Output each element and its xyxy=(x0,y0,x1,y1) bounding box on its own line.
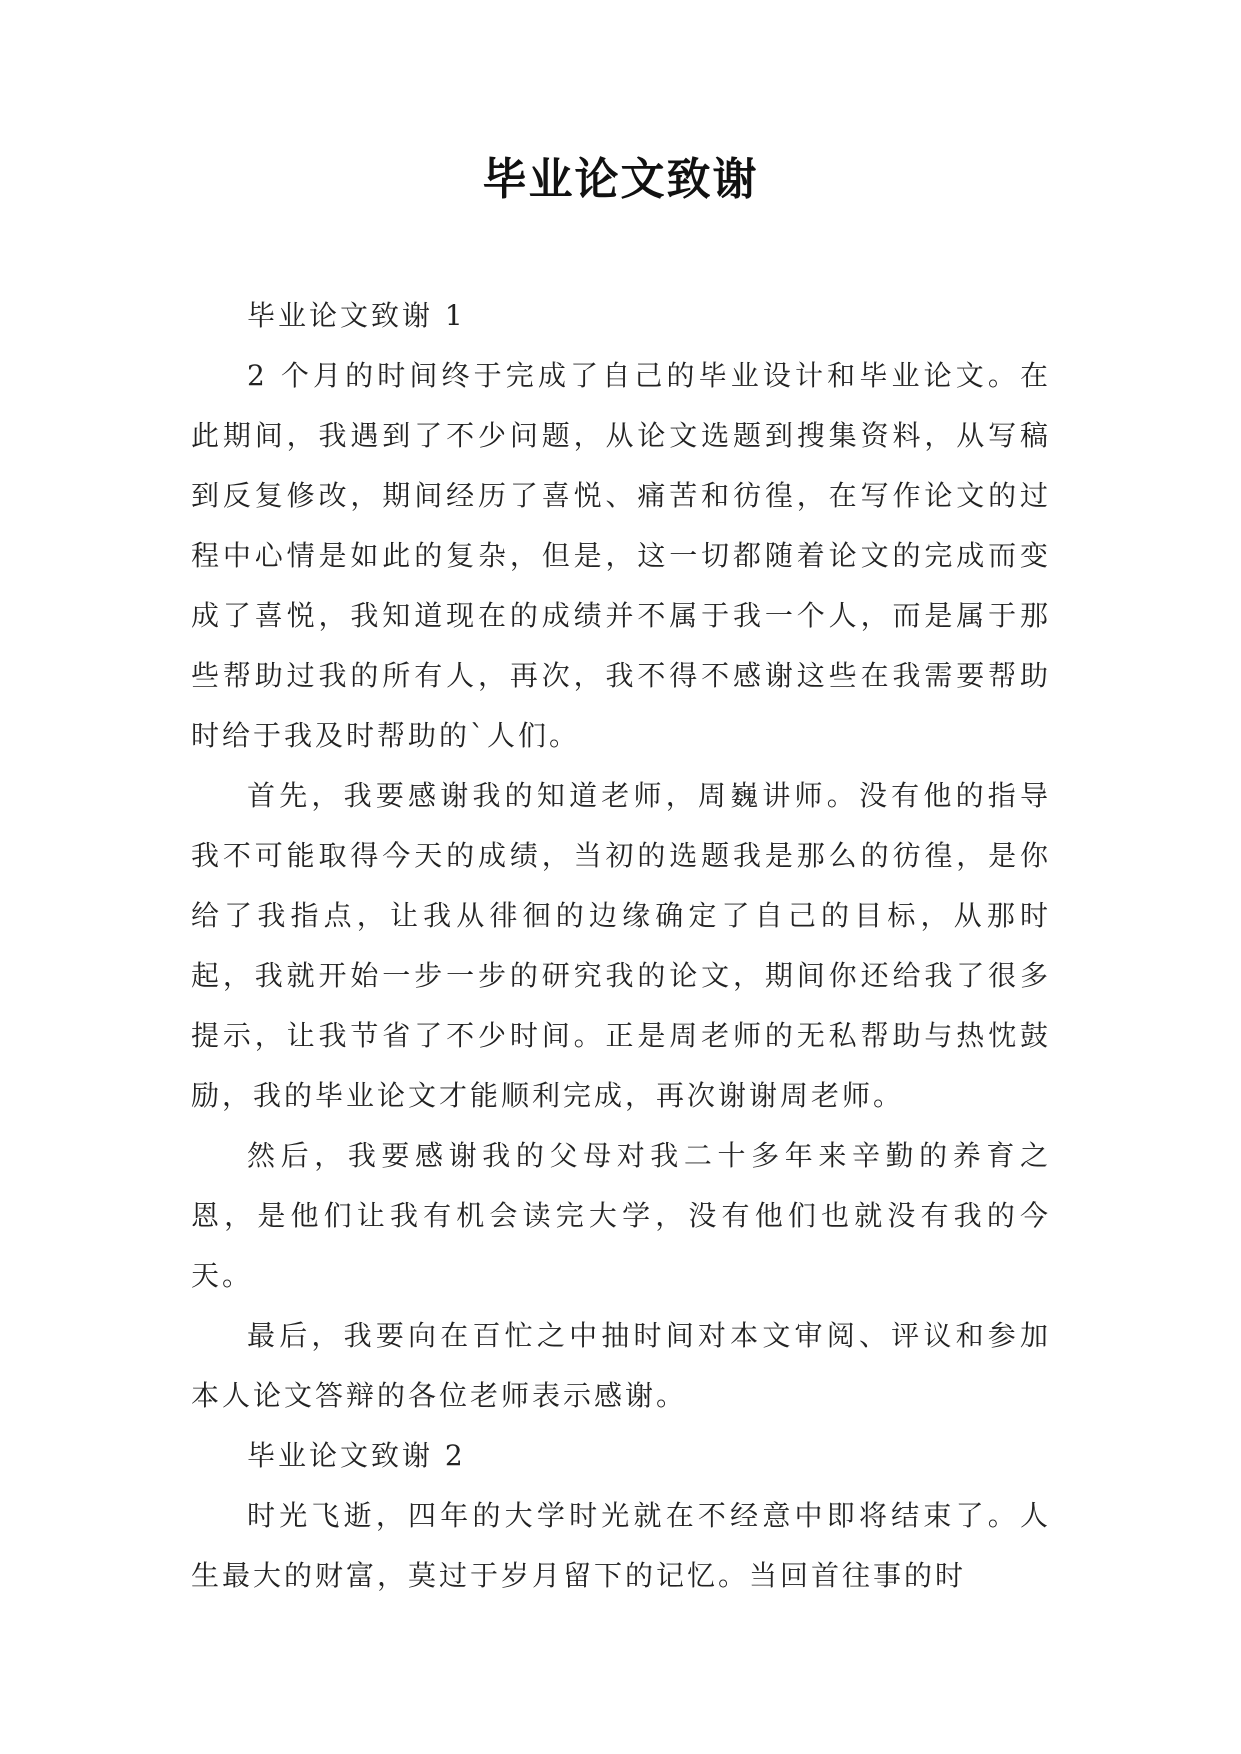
document-title: 毕业论文致谢 xyxy=(482,154,759,205)
paragraph-4: 最后，我要向在百忙之中抽时间对本文审阅、评议和参加本人论文答辩的各位老师表示感谢。 xyxy=(191,1319,1051,1412)
section-heading-2: 毕业论文致谢 2 xyxy=(247,1439,466,1472)
section-heading-1: 毕业论文致谢 1 xyxy=(247,299,466,332)
paragraph-2: 首先，我要感谢我的知道老师，周巍讲师。没有他的指导我不可能取得今天的成绩，当初的选题我是那么的彷徨，是你给了我指点，让我从徘徊的边缘确定了自己的目标，从那时起，我就开始一步一步的研究我的论文，期间你还给我了很多提示，让我节省了不少时间。正是周老师的无私帮助与热忱鼓励，我的毕业论文才能顺利完成，再次谢谢周老师。 xyxy=(191,779,1051,1112)
document-body xyxy=(191,286,1051,1606)
paragraph-3: 然后，我要感谢我的父母对我二十多年来辛勤的养育之恩，是他们让我有机会读完大学，没有他们也就没有我的今天。 xyxy=(191,1139,1051,1292)
paragraph-5: 时光飞逝，四年的大学时光就在不经意中即将结束了。人生最大的财富，莫过于岁月留下的记忆。当回首往事的时 xyxy=(191,1499,1051,1592)
paragraph-1: 2 个月的时间终于完成了自己的毕业设计和毕业论文。在此期间，我遇到了不少问题，从论文选题到搜集资料，从写稿到反复修改，期间经历了喜悦、痛苦和彷徨，在写作论文的过程中心情是如此的复杂，但是，这一切都随着论文的完成而变成了喜悦，我知道现在的成绩并不属于我一个人，而是属于那些帮助过我的所有人，再次，我不得不感谢这些在我需要帮助时给于我及时帮助的`人们。 xyxy=(191,359,1051,752)
